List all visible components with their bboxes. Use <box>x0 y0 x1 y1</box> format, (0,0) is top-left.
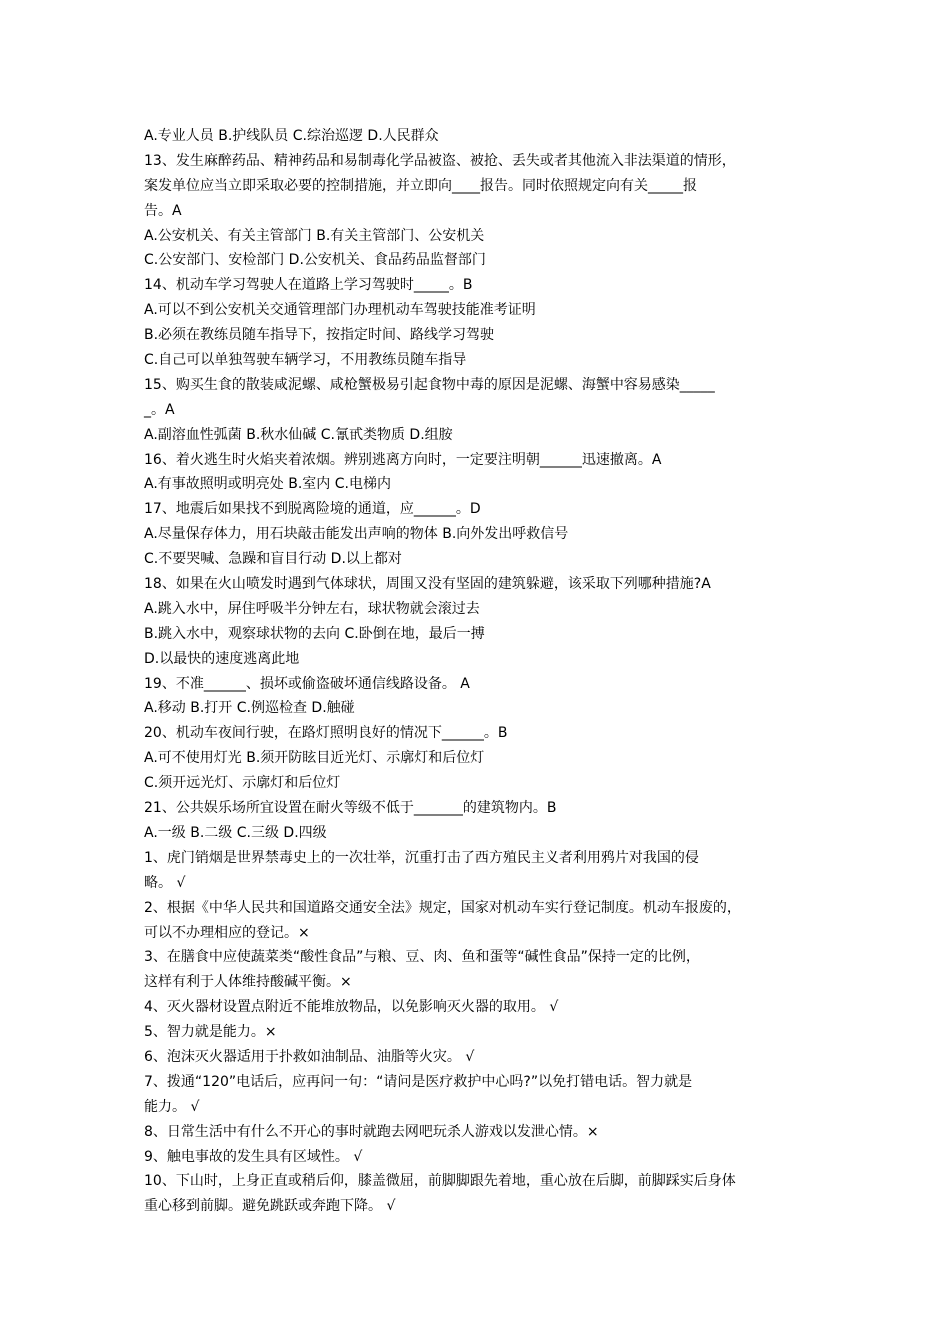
text-line: 14、机动车学习驾驶人在道路上学习驾驶时_____。B <box>144 277 473 294</box>
text-line: A.一级 B.二级 C.三级 D.四级 <box>144 824 327 841</box>
text-line: A.副溶血性弧菌 B.秋水仙碱 C.氰甙类物质 D.组胺 <box>144 426 453 443</box>
text-line: 7、拨通“120”电话后，应再问一句：“请问是医疗救护中心吗?”以免打错电话。智力就是 <box>144 1073 693 1090</box>
text-line: A.有事故照明或明亮处 B.室内 C.电梯内 <box>144 476 391 493</box>
text-line: 18、如果在火山喷发时遇到气体球状，周围又没有坚固的建筑躲避，该采取下列哪种措施?A <box>144 576 711 593</box>
text-line: A.可以不到公安机关交通管理部门办理机动车驾驶技能准考证明 <box>144 302 536 319</box>
text-line: A.移动 B.打开 C.例巡检查 D.触碰 <box>144 700 355 717</box>
text-line: _。A <box>144 401 175 418</box>
text-line: C.自己可以单独驾驶车辆学习，不用教练员随车指导 <box>144 352 467 369</box>
text-line: 2、根据《中华人民共和国道路交通安全法》规定，国家对机动车实行登记制度。机动车报废的， <box>144 899 741 916</box>
text-line: 21、公共娱乐场所宜设置在耐火等级不低于_______的建筑物内。B <box>144 800 557 817</box>
text-line: 15、购买生食的散装咸泥螺、咸枪蟹极易引起食物中毒的原因是泥螺、海蟹中容易感染_____ <box>144 376 715 393</box>
text-line: 9、触电事故的发生具有区域性。 √ <box>144 1148 363 1165</box>
text-line: 5、智力就是能力。× <box>144 1024 277 1041</box>
text-line: 3、在膳食中应使蔬菜类“酸性食品”与粮、豆、肉、鱼和蛋等“碱性食品”保持一定的比例， <box>144 949 700 966</box>
text-line: 16、着火逃生时火焰夹着浓烟。辨别逃离方向时，一定要注明朝______迅速撤离。A <box>144 451 662 468</box>
text-line: A.专业人员 B.护线队员 C.综治巡逻 D.人民群众 <box>144 128 439 144</box>
text-line: 19、不准______、损坏或偷盗破坏通信线路设备。 A <box>144 675 470 692</box>
text-line: C.公安部门、安检部门 D.公安机关、食品药品监督部门 <box>144 252 486 269</box>
text-line: B.必须在教练员随车指导下，按指定时间、路线学习驾驶 <box>144 327 495 344</box>
text-line: 1、虎门销烟是世界禁毒史上的一次壮举，沉重打击了西方殖民主义者利用鸦片对我国的侵 <box>144 849 699 866</box>
text-line: 13、发生麻醉药品、精神药品和易制毒化学品被盗、被抢、丢失或者其他流入非法渠道的情形， <box>144 152 736 169</box>
text-line: 10、下山时，上身正直或稍后仰，膝盖微屈，前脚脚跟先着地，重心放在后脚，前脚踩实后身体 <box>144 1173 736 1190</box>
text-line: D.以最快的速度逃离此地 <box>144 650 300 667</box>
text-line: C.不要哭喊、急躁和盲目行动 D.以上都对 <box>144 551 402 568</box>
text-line: 可以不办理相应的登记。× <box>144 924 310 941</box>
text-line: 6、泡沫灭火器适用于扑救如油制品、油脂等火灾。 √ <box>144 1048 475 1065</box>
text-line: 重心移到前脚。避免跳跃或奔跑下降。 √ <box>144 1198 396 1215</box>
text-line: B.跳入水中，观察球状物的去向 C.卧倒在地，最后一搏 <box>144 625 485 642</box>
text-line: 略。 √ <box>144 874 186 891</box>
text-line: 4、灭火器材设置点附近不能堆放物品，以免影响灭火器的取用。 √ <box>144 999 559 1016</box>
document-body <box>144 124 812 1219</box>
text-line: A.公安机关、有关主管部门 B.有关主管部门、公安机关 <box>144 227 485 244</box>
text-line: C.须开远光灯、示廓灯和后位灯 <box>144 775 341 792</box>
text-line: A.尽量保存体力，用石块敲击能发出声响的物体 B.向外发出呼救信号 <box>144 526 569 543</box>
text-line: A.可不使用灯光 B.须开防眩目近光灯、示廓灯和后位灯 <box>144 750 485 767</box>
text-line: 8、日常生活中有什么不开心的事时就跑去网吧玩杀人游戏以发泄心情。× <box>144 1123 599 1140</box>
text-line: 告。A <box>144 202 182 219</box>
text-line: 17、地震后如果找不到脱离险境的通道，应______。D <box>144 501 481 518</box>
text-line: A.跳入水中，屏住呼吸半分钟左右，球状物就会滚过去 <box>144 600 480 617</box>
text-line: 20、机动车夜间行驶，在路灯照明良好的情况下______。B <box>144 725 508 742</box>
text-line: 案发单位应当立即采取必要的控制措施，并立即向____报告。同时依照规定向有关_____报 <box>144 177 697 194</box>
text-line: 这样有利于人体维持酸碱平衡。× <box>144 974 352 991</box>
text-line: 能力。 √ <box>144 1098 200 1115</box>
